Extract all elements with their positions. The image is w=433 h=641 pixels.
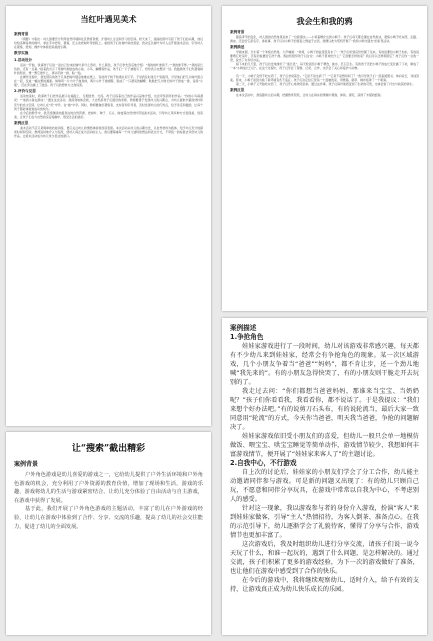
paragraph: 随着季节的变化，幼儿园的自然角里迎来了一位新朋友——小鸡蛋孵化出的小鸭子。孩子们每天都会围在自然角边，观察小鸭子吃东西、走路、游泳，还会给它起名字、讲故事。孩子们对小鸭子的喜爱之情溢于言表，我便以此为契机开展了“我和小鸭交朋友”的系列活动。 bbox=[230, 35, 419, 44]
section-heading: 案例背景 bbox=[14, 461, 39, 468]
page-title: 让“搜索”截出精彩 bbox=[71, 444, 146, 454]
section-heading: 案例背景 bbox=[230, 30, 245, 34]
section-subheading: 1.争抢角色 bbox=[230, 333, 264, 341]
page-title: 我会生和我的鸦 bbox=[296, 17, 353, 26]
paragraph: 在今后的游戏中，我将继续观察幼儿，适时介入，给予有效的支持，让游戏真正成为幼儿快乐成长的乐园。 bbox=[230, 577, 419, 593]
section-subheading: 1.活动设计 bbox=[14, 58, 33, 63]
paragraph: 活动一开始，我请孩子们说一说自己捡来的树叶是什么形状、什么颜色，孩子们争先恐后地介绍：“我的树叶像扇子。”“我的像手掌。”“我的是红色的，还有一点黄。”接着我出示了用树叶拼贴成的小鱼、小鸟、蝴蝶等作品，孩子们一下子被吸引了，纷纷表示也想试一试。我鼓励孩子们先观察树叶的形状，想一想它像什么，再动手拼一拼、贴一贴。 bbox=[14, 63, 203, 76]
section-heading: 案例描述 bbox=[230, 45, 245, 50]
paragraph: 《纲要》中指出：幼儿园要充分利用自然环境和社区教育资源，扩展幼儿生活和学习的空间。秋天来了，美丽的落叶引起了孩子们的兴趣，他们捡拾各种各样的树叶，拿在手中把玩、观察，还主动把树叶带到班上。看到孩子们对树叶如此喜爱，我决定以树叶为切入点开展美术活动，引导幼儿在观察、感知、操作中体验创造美的乐趣。 bbox=[14, 37, 203, 50]
paragraph: 娃娃家游戏进行了一段时间，幼儿对该游戏非常感兴趣，每天都有不少幼儿来到娃娃家，经常会有争抢角色的现象。某一次区域游戏，几个小朋友争着当“爸爸”“妈妈”，都不肯让步，还一个劲儿地喊“我先来的”。有的小朋友急得快哭了，有的小朋友则干脆走开去玩别的了。 bbox=[230, 343, 419, 386]
paragraph: 活动结束时，我请孩子们把作品展示在墙面上，互相欣赏、交流。孩子们指着自己的作品兴奋地介绍，也会夸奖同伴的作品：“你的小鸟真漂亮！”“他的小鱼在游泳！”通过这次活动，我深刻地体会到，大自然是孩子们最好的老师，教师要善于发现幼儿的兴趣点，为幼儿提供丰富的材料和充分的自主空间，让幼儿在“玩”中学、在“做”中学。同时，教师要做好观察者、支持者和引导者，及时发现幼儿的闪光点，给予肯定和鼓励，让每个孩子都能体验到成功的快乐。 bbox=[14, 94, 203, 111]
page-title: 当红叶遇见美术 bbox=[80, 15, 137, 24]
paragraph: 有一天，小鸭子突然不吃东西了，孩子们非常着急。“它是不是生病了？”“它是不是想妈妈了？”我引导孩子们一起查阅图书、询问家长，寻找答案。原来，小鸭子是因为换了新环境有些不适应。孩子们决定给它营造一个温暖的家，用纸箱、稻草、棉布搭建了一个新窝。 bbox=[230, 74, 419, 83]
section-heading: 案例背景 bbox=[14, 32, 29, 36]
paragraph: 我走过去问：“你们都想当爸爸妈妈，那谁来当宝宝、当奶奶呢？”孩子们你看看我，我看看你，都不说话了。于是我提议：“我们来想个好办法吧。”有的说剪刀石头布，有的说轮流当，最后大家一致同意用“轮流”的方式，今天你当爸爸，明天我当爸爸，争抢的问题解决了。 bbox=[230, 388, 419, 431]
document-page-duck bbox=[222, 6, 427, 311]
paragraph: 自上次的讨论后，娃娃家的小朋友们学会了分工合作，幼儿能主动邀请同伴参与游戏。可是新的问题又出现了：有的幼儿只顾自己玩，不愿意和同伴分享玩具，在游戏中常常以自我为中心，不考虑别人的感受。 bbox=[230, 469, 419, 503]
document-page-search bbox=[6, 432, 211, 635]
section-heading: 案例反思 bbox=[14, 120, 29, 125]
document-page-doll-house bbox=[222, 318, 427, 635]
paragraph: 在今后的教学中，我还将继续挖掘身边的自然资源，把树叶、种子、石头、树枝等自然材料带进美术活动，引导幼儿用多种方式表现美、创造美，让孩子们在与自然的亲密接触中，感受生活的美好。 bbox=[14, 110, 203, 119]
page-body bbox=[230, 324, 419, 629]
section-heading: 教学实施 bbox=[14, 51, 29, 56]
paragraph: 在操作过程中，我发现有的孩子只是把树叶随意地堆在纸上，有的孩子则不知道从何下手。于是我及时进行个别指导，引导他们把几片树叶组合在一起，变成一幅完整的画面。琪琪用一片大叶子做身体，两片小叶子做翅膀，贴成了一只漂亮的蝴蝶；航航把几片细长的叶子排成一排，说是“小船”，还在旁边画上了波浪。孩子们的想象力让我惊喜。 bbox=[14, 75, 203, 88]
paragraph: 娃娃家游戏依旧受小朋友们的喜爱，但幼儿一般只会单一地模仿做饭、喂宝宝、哄宝宝睡觉等简单动作，游戏情节较少，我想如何丰富游戏情节，便开展了“娃娃家来客人了”的主题讨论。 bbox=[230, 433, 419, 458]
paragraph: 早晨来园，乐乐第一个冲到自然角，大声喊道：“老师，小鸭子的盆里没有水了！”孩子们听到后纷纷围了过来。有的说要给小鸭子加水，有的说要喂它吃菜叶，还有的说要给它洗个澡。我趁机组织孩子们讨论：小鸭子喜欢吃什么？它需要怎样的家？我们可以怎样照顾它？孩子们你一言我一语，说出了许多好办法。 bbox=[230, 50, 419, 63]
page-body bbox=[230, 28, 419, 305]
section-heading: 案例反思 bbox=[230, 88, 245, 93]
paragraph: 基于此，我们开展了户外角色游戏的主题活动，丰富了幼儿在户外游戏的经验，让幼儿在游戏中体验到了合作、分享、交流的乐趣，提高了幼儿的社会交往能力，促进了幼儿的全面发展。 bbox=[14, 506, 203, 530]
section-subheading: 2.自我中心，不行游戏 bbox=[230, 459, 297, 467]
section-heading: 案例描述 bbox=[230, 324, 257, 332]
paragraph: 美术活动不应只是简单的技能训练，更应关注幼儿的情感体验和创造表现。本次活动从幼儿的兴趣出发，以自然材料为载体，给予幼儿充分的探索时间和空间，教师适时地介入与指导，使幼儿真正成为活动的主人。我们要尊重每一个幼儿独特的想法和表达方式，不用统一的标准去评价幼儿的作品，让美术活动成为幼儿快乐表达的窗口。 bbox=[14, 125, 203, 138]
paragraph: 接下来的几天里，孩子们自发地排好了“值日表”，每天轮流给小鸭子喂食、换水、打扫卫生。有的孩子还把小鸭子的成长变化画了下来，制成了一本“小鸭成长日记”。在这个过程中，孩子们学会了观察、记录、合作，也学会了关心和爱护小动物。 bbox=[230, 62, 419, 71]
page-body bbox=[14, 460, 203, 629]
paragraph: 在本次活动中，我追随幼儿的兴趣，把握教育契机，让幼儿在真实的情境中观察、体验、探究，获得了丰富的经验。 bbox=[236, 93, 384, 98]
paragraph: 这次游戏后，我及时组织幼儿进行分享交流，请孩子们说一说今天玩了什么，和谁一起玩的，遇到了什么问题，是怎样解决的。通过交流，孩子们积累了更多的游戏经验，为下一次的游戏做好了准备，也让他们在游戏中感受到了合作的快乐。 bbox=[230, 541, 419, 575]
document-page-art bbox=[6, 6, 211, 426]
paragraph: 第二天，小鸭子又开始吃东西了，孩子们开心地欢呼起来。通过这件事，孩子们真切地感受到了生命的可贵，也体会到了付出与收获的快乐。 bbox=[236, 82, 416, 87]
paragraph: 针对这一现象，我以游戏参与者的身份介入游戏，扮演“客人”来到娃娃家做客，引导“主人”热情招待，为客人倒茶、准备点心。在我的示范引导下，幼儿逐渐学会了礼貌待客，懂得了分享与合作，游戏情节也更加丰富了。 bbox=[230, 505, 419, 539]
page-body bbox=[14, 30, 203, 420]
section-subheading: 2.评价与反思 bbox=[14, 89, 36, 94]
paragraph: 户外角色游戏是幼儿喜爱的游戏之一，它给幼儿提供了户外生活环境和户外角色游戏的机会，充分利用了户外资源的教育价值，增加了现场和生活，游戏的乐趣，游戏将幼儿的生活与游戏紧密结合，让幼儿充分体验了自由活动与自主游戏，在游戏中获得了发展。 bbox=[14, 472, 203, 504]
